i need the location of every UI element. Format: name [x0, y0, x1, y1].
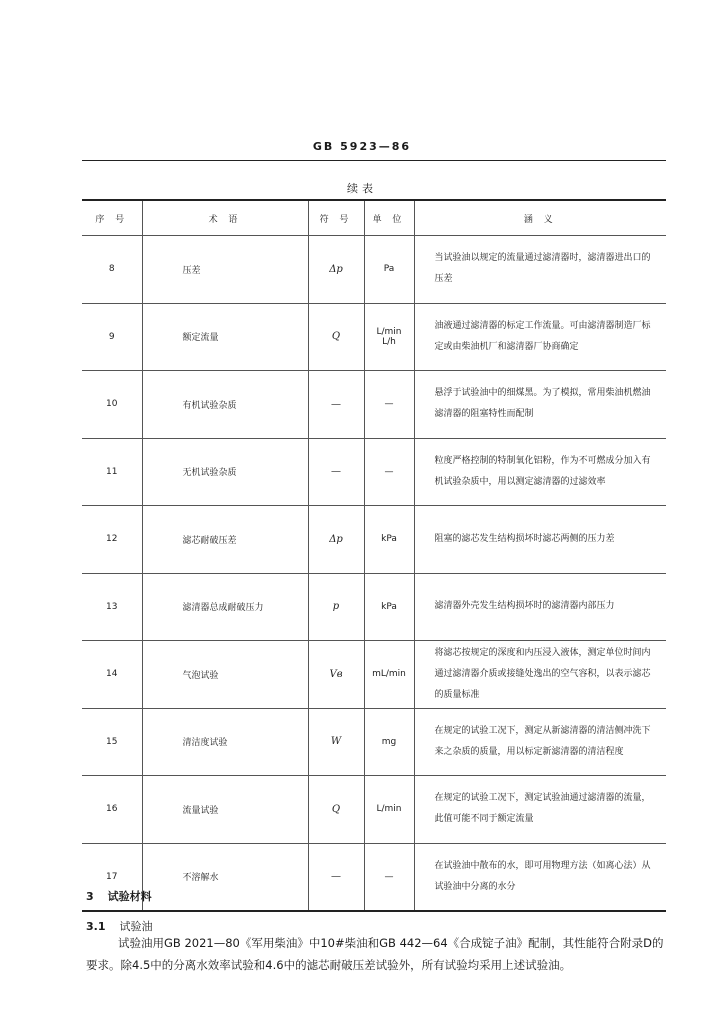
- unit-value: —: [384, 871, 394, 882]
- col-header-unit: 单 位: [364, 200, 414, 236]
- row-definition: 在试验油中散布的水，即可用物理方法（如离心法）从试验油中分离的水分: [414, 843, 666, 911]
- col-header-definition: 涵 义: [414, 200, 666, 236]
- row-symbol: —: [308, 843, 364, 911]
- table-row: [82, 236, 666, 304]
- row-no: 9: [82, 303, 142, 371]
- row-unit: [364, 438, 414, 506]
- row-symbol: Δp: [308, 506, 364, 574]
- row-definition: 当试验油以规定的流量通过滤清器时，滤清器进出口的压差: [414, 236, 666, 304]
- row-no: 14: [82, 641, 142, 709]
- row-symbol: —: [308, 438, 364, 506]
- section-heading: [86, 888, 152, 904]
- body-paragraph: 试验油用GB 2021—80《军用柴油》中10#柴油和GB 442—64《合成锭子油》配制，其性能符合附录D的要求。除4.5中的分离水效率试验和4.6中的滤芯耐破压差试验外，所有试验均采用上述试验油。: [86, 936, 664, 972]
- row-symbol: p: [308, 573, 364, 641]
- unit-value: —: [384, 466, 394, 477]
- unit-value: L/min: [376, 326, 402, 337]
- row-definition: 在规定的试验工况下，测定试验油通过滤清器的流量，此值可能不同于额定流量: [414, 776, 666, 844]
- table-row: [82, 708, 666, 776]
- row-no: 16: [82, 776, 142, 844]
- row-no: 10: [82, 371, 142, 439]
- row-definition: 阻塞的滤芯发生结构损坏时滤芯两侧的压力差: [414, 506, 666, 574]
- row-term: 额定流量: [142, 303, 308, 371]
- unit-value: mg: [381, 736, 397, 747]
- unit-value: L/min: [376, 804, 402, 815]
- row-no: 11: [82, 438, 142, 506]
- unit-value-alt: L/h: [382, 336, 396, 347]
- terms-table: [82, 199, 666, 912]
- unit-value: mL/min: [372, 669, 406, 680]
- section-number: 3: [86, 890, 94, 903]
- row-term: 有机试验杂质: [142, 371, 308, 439]
- row-term: 滤芯耐破压差: [142, 506, 308, 574]
- row-unit: [364, 371, 414, 439]
- row-symbol: Δp: [308, 236, 364, 304]
- table-row: [82, 303, 666, 371]
- table-row: [82, 843, 666, 911]
- table-row: [82, 573, 666, 641]
- row-term: 清洁度试验: [142, 708, 308, 776]
- row-symbol: —: [308, 371, 364, 439]
- col-header-symbol: 符 号: [308, 200, 364, 236]
- unit-value: —: [384, 399, 394, 410]
- table-row: [82, 371, 666, 439]
- row-no: 12: [82, 506, 142, 574]
- row-definition: 油液通过滤清器的标定工作流量。可由滤清器制造厂标定或由柴油机厂和滤清器厂协商确定: [414, 303, 666, 371]
- unit-value: Pa: [383, 264, 395, 275]
- unit-value: kPa: [381, 534, 397, 545]
- row-symbol: Q: [308, 303, 364, 371]
- row-term: 不溶解水: [142, 843, 308, 911]
- row-unit: [364, 506, 414, 574]
- row-unit: [364, 641, 414, 709]
- subsection-number: 3.1: [86, 920, 106, 933]
- section-title: 试验材料: [107, 890, 152, 903]
- row-term: 无机试验杂质: [142, 438, 308, 506]
- subsection-title: 试验油: [119, 920, 153, 933]
- continued-label: 续表: [347, 182, 377, 195]
- row-symbol: Vв: [308, 641, 364, 709]
- standard-number: GB 5923—86: [312, 140, 412, 153]
- table-row: [82, 506, 666, 574]
- row-unit: [364, 708, 414, 776]
- row-term: 压差: [142, 236, 308, 304]
- table-row: [82, 438, 666, 506]
- row-symbol: Q: [308, 776, 364, 844]
- table-row: [82, 641, 666, 709]
- row-term: 滤清器总成耐破压力: [142, 573, 308, 641]
- table-row: [82, 776, 666, 844]
- header-rule: [82, 160, 666, 161]
- row-unit: [364, 776, 414, 844]
- col-header-term: 术 语: [142, 200, 308, 236]
- row-definition: 粒度严格控制的特制氧化铝粉，作为不可燃成分加入有机试验杂质中，用以测定滤清器的过滤效率: [414, 438, 666, 506]
- row-no: 15: [82, 708, 142, 776]
- row-definition: 将滤芯按规定的深度和内压浸入液体，测定单位时间内通过滤清器介质或接缝处逸出的空气容积，以表示滤芯的质量标准: [414, 641, 666, 709]
- row-term: 流量试验: [142, 776, 308, 844]
- table-header-row: [82, 200, 666, 236]
- row-unit: [364, 303, 414, 371]
- row-definition: 在规定的试验工况下，测定从新滤清器的清洁侧冲洗下来之杂质的质量，用以标定新滤清器的清洁程度: [414, 708, 666, 776]
- row-unit: [364, 236, 414, 304]
- row-no: 13: [82, 573, 142, 641]
- col-header-no: 序 号: [82, 200, 142, 236]
- row-no: 17: [82, 843, 142, 911]
- row-no: 8: [82, 236, 142, 304]
- unit-value: kPa: [381, 601, 397, 612]
- row-definition: 悬浮于试验油中的细煤黑。为了模拟，常用柴油机燃油滤清器的阻塞特性而配制: [414, 371, 666, 439]
- row-definition: 滤清器外壳发生结构损坏时的滤清器内部压力: [414, 573, 666, 641]
- row-unit: [364, 573, 414, 641]
- row-unit: [364, 843, 414, 911]
- row-term: 气泡试验: [142, 641, 308, 709]
- row-symbol: W: [308, 708, 364, 776]
